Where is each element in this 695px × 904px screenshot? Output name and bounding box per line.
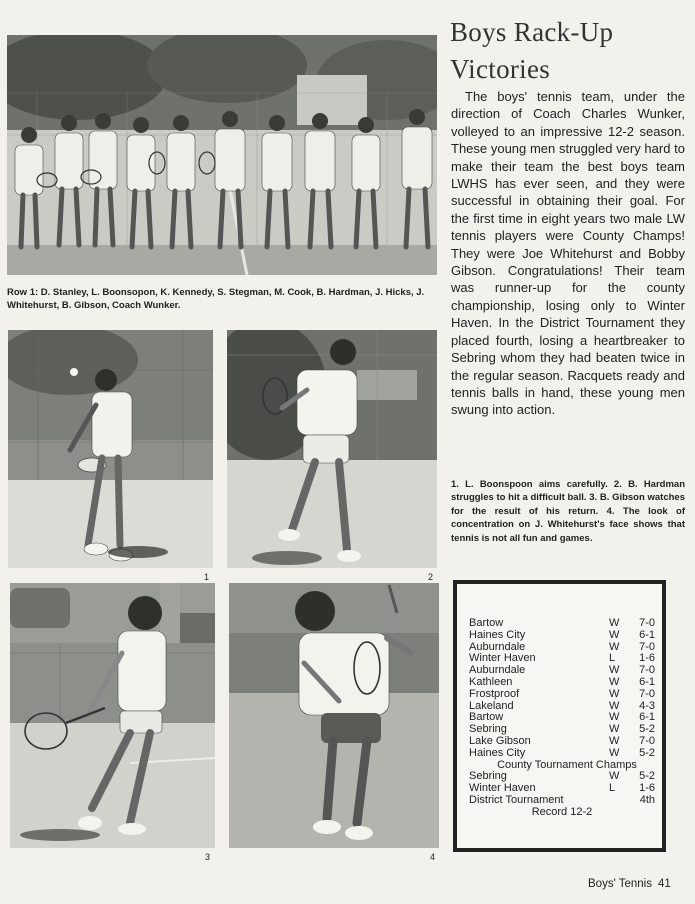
- game-row: [469, 689, 655, 701]
- opponent-name: Auburndale: [469, 640, 526, 653]
- district-tournament-row: [469, 795, 655, 807]
- game-score: 7-0: [639, 664, 655, 677]
- opponent-name: Lake Gibson: [469, 734, 531, 747]
- game-score: 6-1: [639, 675, 655, 688]
- photo-number-4: 4: [430, 852, 436, 862]
- article-body: The boys' tennis team, under the direction of Coach Charles Wunker, volleyed to an impressive 12-2 season. These young men struggled very hard to make their team the best boys team LWHS has ever seen, and they were successful in obtaining their goal. For the first time in eight years two male LW tennis players were County Champs! They were Joe Whitehurst and Bobby Gibson. Congratulations! Their team was runner-up for the county championship, losing only to Winter Haven. In the District Tournament they placed fourth, losing a heartbreaker to Sebring whom they had beaten twice in the regular season. Racquets ready and tennis balls in hand, these young men swung into action.: [451, 89, 685, 418]
- game-score: 7-0: [639, 617, 655, 629]
- game-result: W: [609, 723, 620, 736]
- team-photo: [7, 35, 437, 275]
- game-result: W: [609, 711, 620, 724]
- game-row: [469, 630, 655, 642]
- game-result: W: [609, 640, 620, 653]
- opponent-name: Bartow: [469, 711, 504, 724]
- section-name: Boys' Tennis: [588, 878, 652, 890]
- game-result: W: [609, 699, 620, 712]
- opponent-name: Auburndale: [469, 664, 526, 677]
- opponent-name: Winter Haven: [469, 652, 536, 665]
- game-score: 5-2: [639, 723, 655, 736]
- game-score: 1-6: [639, 652, 655, 665]
- game-result: L: [609, 782, 616, 795]
- page-number: 41: [658, 878, 671, 890]
- game-result: W: [609, 687, 620, 700]
- game-row: [469, 677, 655, 689]
- article-title: Boys Rack-Up Victories: [450, 17, 614, 84]
- game-row: [469, 736, 655, 748]
- game-score: 7-0: [639, 734, 655, 747]
- season-record-list: [469, 618, 655, 819]
- game-score: 7-0: [639, 687, 655, 700]
- opponent-name: Sebring: [469, 770, 507, 783]
- game-score: 4-3: [639, 699, 655, 712]
- game-score: 6-1: [639, 711, 655, 724]
- game-result: W: [609, 628, 620, 641]
- action-photo-1: [8, 330, 213, 568]
- team-photo-caption: Row 1: D. Stanley, L. Boonsopon, K. Kennedy, S. Stegman, M. Cook, B. Hardman, J. Hicks, J. Whitehurst, B. Gibson, Coach Wunker.: [7, 287, 425, 312]
- game-result: W: [609, 675, 620, 688]
- game-score: 6-1: [639, 628, 655, 641]
- action-photo-4: [229, 583, 439, 848]
- action-photo-2: [227, 330, 437, 568]
- opponent-name: Winter Haven: [469, 782, 536, 795]
- opponent-name: Sebring: [469, 723, 507, 736]
- opponent-name: Haines City: [469, 628, 526, 641]
- opponent-name: Kathleen: [469, 675, 513, 688]
- season-record-box: [453, 580, 666, 852]
- game-score: 7-0: [639, 640, 655, 653]
- game-score: 5-2: [639, 746, 655, 759]
- game-result: W: [609, 734, 620, 747]
- game-result: W: [609, 664, 620, 677]
- game-result: W: [609, 746, 620, 759]
- game-score: 5-2: [639, 770, 655, 783]
- game-result: L: [609, 652, 616, 665]
- action-photo-3: [10, 583, 215, 848]
- opponent-name: Frostproof: [469, 687, 520, 700]
- game-row: [469, 748, 655, 760]
- photo-number-2: 2: [428, 572, 434, 582]
- county-champs-heading: County Tournament Champs: [497, 758, 637, 771]
- action-photos-caption: 1. L. Boonspoon aims carefully. 2. B. Hardman struggles to hit a difficult ball. 3. B. Gibson watches for the result of his return. 4. The look of concentration on J. Whitehurst's face shows that tennis is not all fun and games.: [451, 479, 685, 544]
- opponent-name: Bartow: [469, 617, 504, 629]
- opponent-name: Lakeland: [469, 699, 514, 712]
- opponent-name: Haines City: [469, 746, 526, 759]
- game-result: W: [609, 617, 620, 629]
- page-footer: [588, 878, 671, 890]
- photo-number-1: 1: [204, 572, 210, 582]
- district-label: District Tournament: [469, 793, 564, 806]
- game-score: 1-6: [639, 782, 655, 795]
- district-place: 4th: [639, 793, 655, 806]
- season-record-total: Record 12-2: [531, 805, 593, 818]
- game-result: W: [609, 770, 620, 783]
- photo-number-3: 3: [205, 852, 211, 862]
